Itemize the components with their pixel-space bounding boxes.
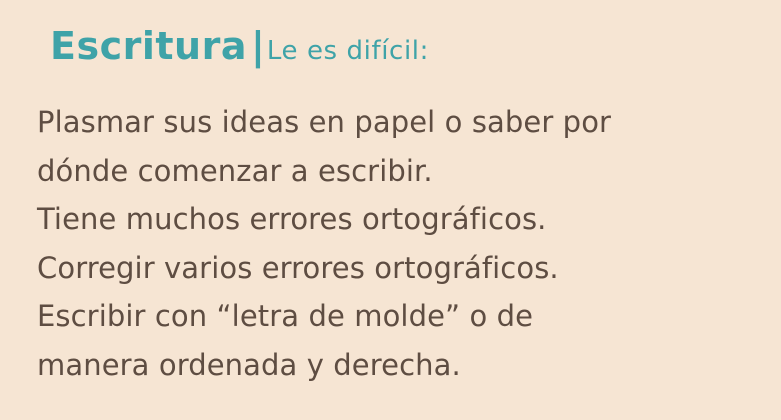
heading-divider: | xyxy=(250,24,265,68)
body-line: Tiene muchos errores ortográficos. xyxy=(37,202,547,236)
body-line: dónde comenzar a escribir. xyxy=(37,153,433,188)
slide-heading xyxy=(50,24,429,68)
heading-title: Escritura xyxy=(50,24,247,68)
body-line: Escribir con “letra de molde” o de xyxy=(37,299,534,333)
body-line: Corregir varios errores ortográficos. xyxy=(37,250,559,285)
body-line: manera ordenada y derecha. xyxy=(37,347,461,382)
heading-subtitle: Le es difícil: xyxy=(266,36,429,66)
body-line: Plasmar sus ideas en papel o saber por xyxy=(37,105,612,139)
body-text xyxy=(37,98,737,389)
